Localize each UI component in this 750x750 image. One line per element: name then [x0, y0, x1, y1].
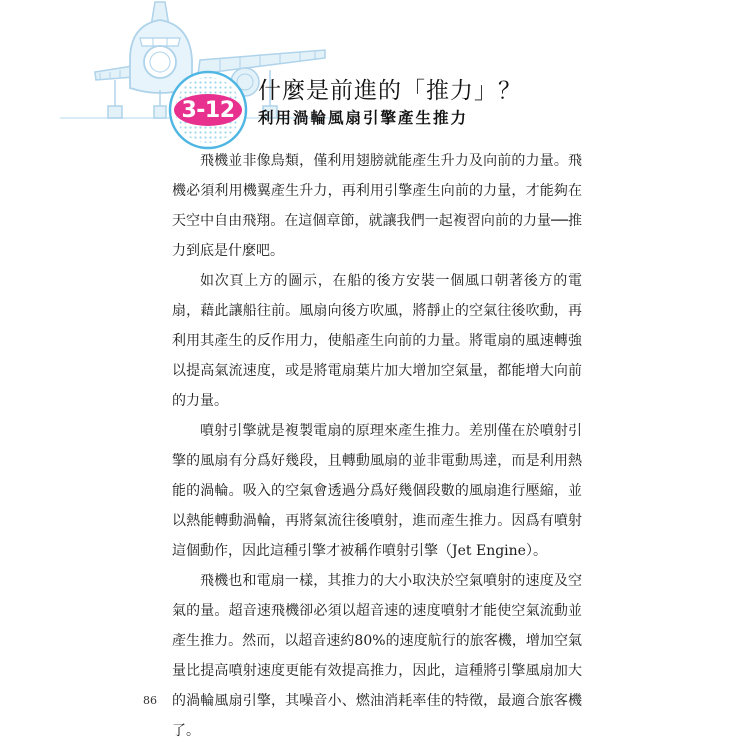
paragraph: 噴射引擎就是複製電扇的原理來產生推力。差別僅在於噴射引擎的風扇有分爲好幾段，且轉動風扇的並非電動馬達，而是利用熱能的渦輪。吸入的空氣會透過分爲好幾個段數的風扇進行壓縮，並以熱能轉動渦輪，再將氣流往後噴射，進而產生推力。因爲有噴射這個動作，因此這種引擎才被稱作噴射引擎（Jet Engine）。 [172, 423, 582, 559]
paragraph: 如次頁上方的圖示，在船的後方安裝一個風口朝著後方的電扇，藉此讓船往前。風扇向後方吹風，將靜止的空氣往後吹動，再利用其產生的反作用力，使船產生向前的力量。將電扇的風速轉強以提高氣流速度，或是將電扇葉片加大增加空氣量，都能增大向前的力量。 [172, 273, 582, 409]
paragraph: 飛機也和電扇一樣，其推力的大小取決於空氣噴射的速度及空氣的量。超音速飛機卻必須以超音速的速度噴射才能使空氣流動並產生推力。然而，以超音速約80%的速度航行的旅客機，增加空氣量比提高噴射速度更能有效提高推力，因此，這種將引擎風扇加大的渦輪風扇引擎，其噪音小、燃油消耗率佳的特徵，最適合旅客機了。 [172, 573, 582, 739]
paragraph: 飛機並非像鳥類，僅利用翅膀就能產生升力及向前的力量。飛機必須利用機翼產生升力，再利用引擎產生向前的力量，才能夠在天空中自由飛翔。在這個章節，就讓我們一起複習向前的力量──推力到底是什麼吧。 [172, 153, 582, 259]
section-number: 3-12 [181, 97, 235, 123]
page-subtitle: 利用渦輪風扇引擎產生推力 [258, 109, 469, 127]
body-text [172, 146, 582, 746]
page-title: 什麼是前進的「推力」？ [258, 78, 522, 104]
page-number: 86 [143, 694, 157, 707]
